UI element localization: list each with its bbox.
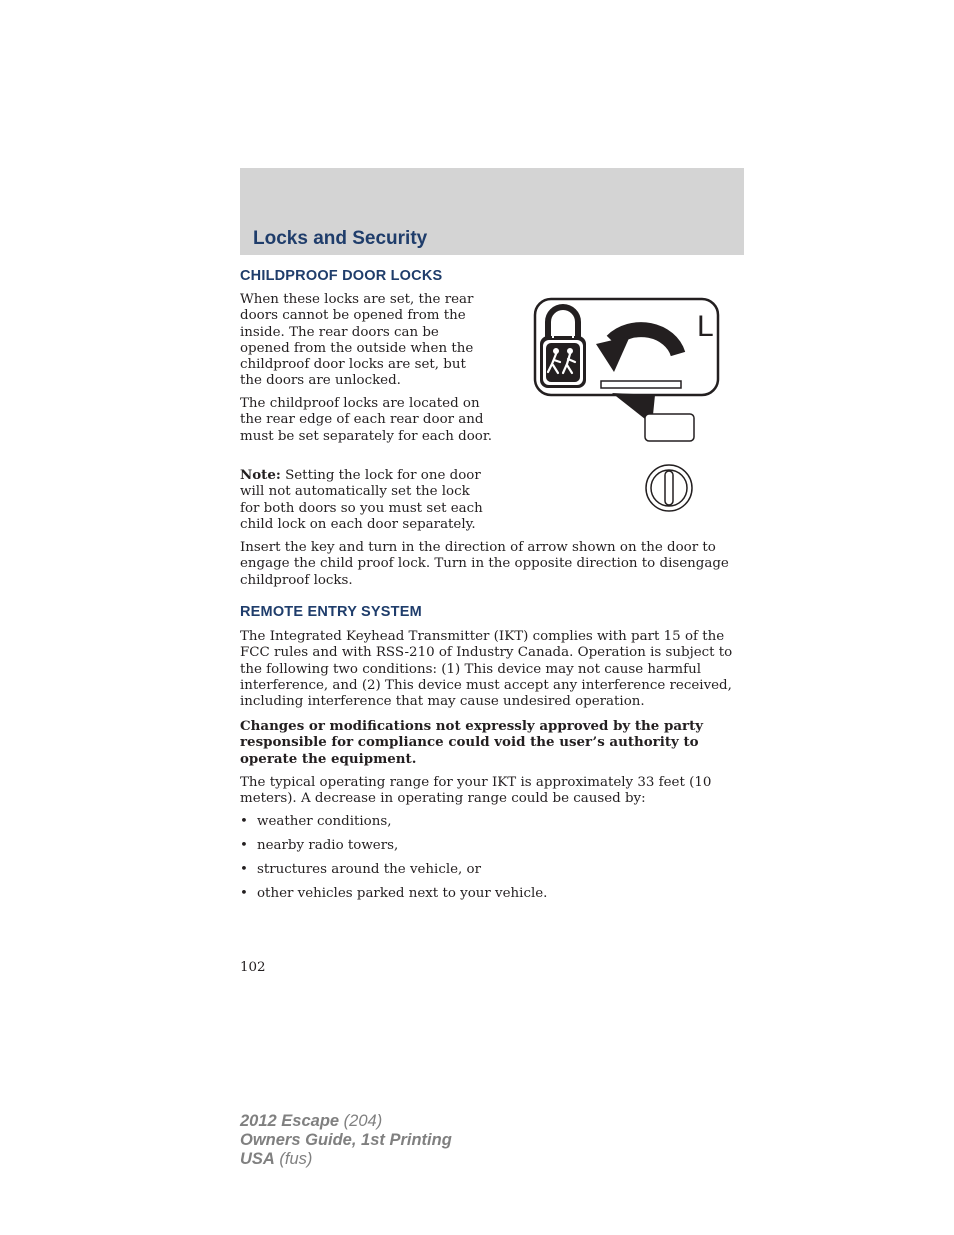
door-lock-cylinder-icon xyxy=(646,465,692,511)
childproof-paragraph-1: When these locks are set, the rear doors cannot be opened from the inside. The rear doors can be opened from the outside when the childproof door locks are set, but the doors are unlocked. xyxy=(240,292,474,389)
child-lock-slot xyxy=(645,414,694,441)
childproof-lock-illustration xyxy=(532,296,722,516)
footer-line-3: USA (fus) xyxy=(240,1150,313,1168)
lock-indicator-bar xyxy=(601,381,681,388)
childproof-paragraph-3: Insert the key and turn in the direction of arrow shown on the door to engage the child proof lock. Turn in the opposite direction to disengage childproof locks. xyxy=(240,540,729,588)
list-item: • structures around the vehicle, or xyxy=(240,862,482,877)
document-footer xyxy=(240,1112,452,1169)
footer-line-1: 2012 Escape (204) xyxy=(240,1112,383,1130)
remote-paragraph-2: The typical operating range for your IKT is approximately 33 feet (10 meters). A decrease in operating range could be caused by: xyxy=(240,775,712,807)
childproof-note xyxy=(240,467,492,533)
remote-paragraph-1: The Integrated Keyhead Transmitter (IKT) complies with part 15 of the FCC rules and with RSS-210 of Industry Canada. Operation is subject to the following two conditions: (1) This device may not cause harmful interference, and (2) This device must accept any interference received, including interference that may cause undesired operation. xyxy=(240,629,733,710)
section-title: Locks and Security xyxy=(253,228,428,249)
note-text: Setting the lock for one door will not automatically set the lock for both doors so you must set each child lock on each door separately. xyxy=(240,468,483,532)
childproof-heading: CHILDPROOF DOOR LOCKS xyxy=(240,268,443,284)
remote-warning: Changes or modifications not expressly approved by the party responsible for compliance could void the user’s authority to operate the equipment. xyxy=(240,718,704,767)
range-factors-list xyxy=(240,814,746,910)
footer-line-2: Owners Guide, 1st Printing xyxy=(240,1131,452,1149)
list-item: • other vehicles parked next to your vehicle. xyxy=(240,886,548,901)
childproof-paragraph-2: The childproof locks are located on the rear edge of each rear door and must be set separately for each door. xyxy=(240,396,493,444)
list-item: • weather conditions, xyxy=(240,814,392,829)
list-item: • nearby radio towers, xyxy=(240,838,399,853)
page-number: 102 xyxy=(240,960,266,975)
section-header-band xyxy=(240,168,744,255)
remote-entry-heading: REMOTE ENTRY SYSTEM xyxy=(240,604,422,620)
note-label: Note: xyxy=(240,467,281,483)
lock-letter: L xyxy=(697,310,714,343)
